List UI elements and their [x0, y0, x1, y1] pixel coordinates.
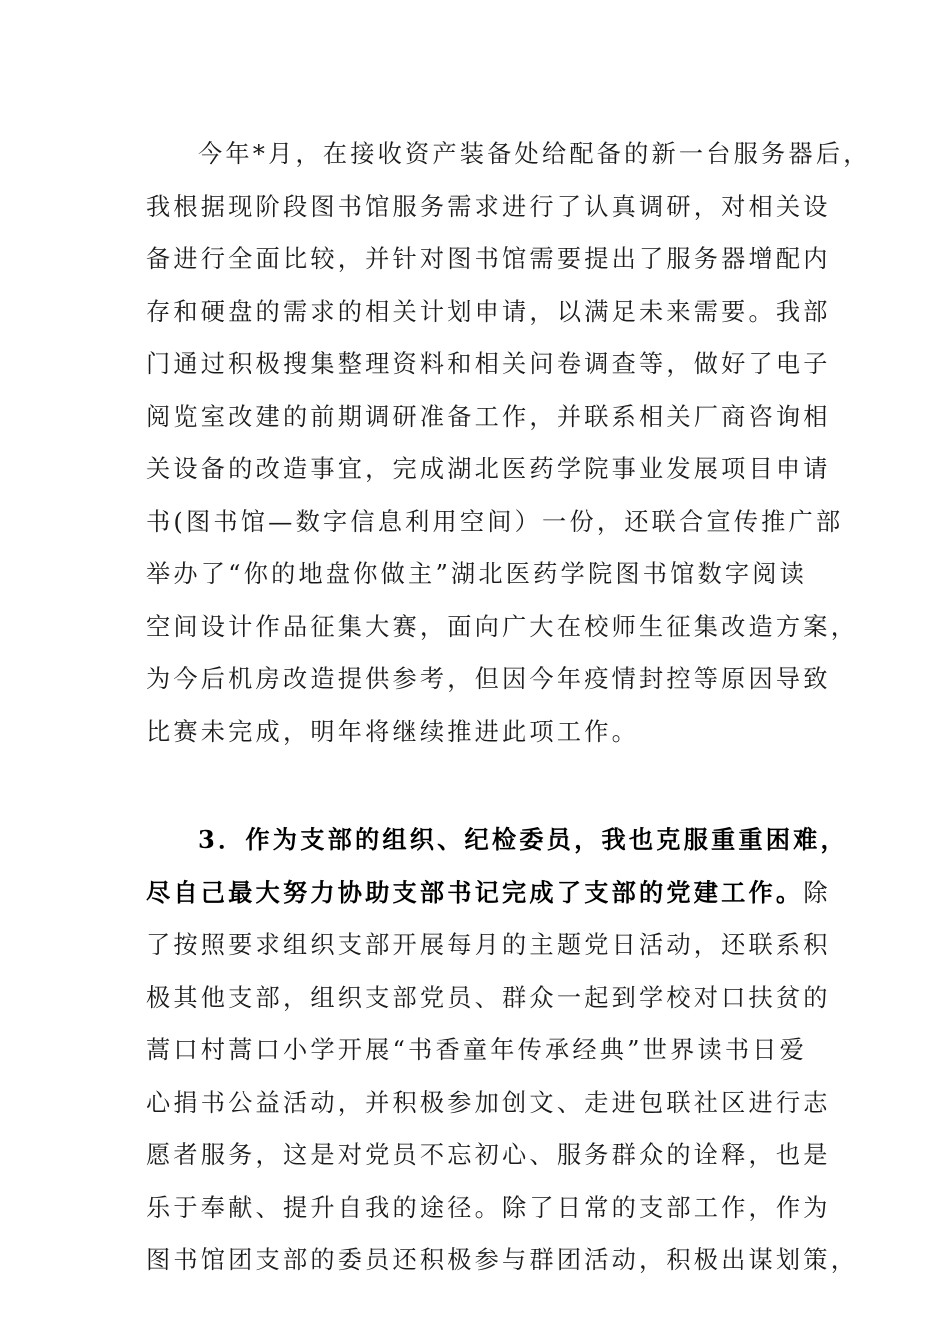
paragraph-line: 关设备的改造事宜，完成湖北医药学院事业发展项目申请 [146, 455, 831, 483]
paragraph-line: 存和硬盘的需求的相关计划申请，以满足未来需要。我部 [146, 297, 831, 326]
paragraph-party-work [146, 814, 859, 1287]
paragraph-line: 蒿口村蒿口小学开展“书香童年传承经典”世界读书日爱 [146, 1036, 808, 1064]
paragraph-line: 愿者服务，这是对党员不忘初心、服务群众的诠释，也是 [146, 1141, 831, 1169]
paragraph-line: 门通过积极搜集整理资料和相关问卷调查等，做好了电子 [146, 350, 831, 378]
paragraph-line: 空间设计作品征集大赛，面向广大在校师生征集改造方案， [146, 612, 859, 641]
paragraph-line: 备进行全面比较，并针对图书馆需要提出了服务器增配内 [146, 245, 831, 273]
paragraph-line: 阅览室改建的前期调研准备工作，并联系相关厂商咨询相 [146, 402, 831, 431]
paragraph-line: 书(图书馆—数字信息利用空间）一份，还联合宣传推广部 [146, 507, 844, 536]
paragraph-line: 举办了“你的地盘你做主”湖北医药学院图书馆数字阅读 [146, 560, 808, 588]
paragraph-line: 乐于奉献、提升自我的途径。除了日常的支部工作，作为 [146, 1193, 831, 1222]
paragraph-mixed-line [146, 867, 831, 920]
paragraph-line: 心捐书公益活动，并积极参加创文、走进包联社区进行志 [146, 1088, 831, 1117]
paragraph-spacing [146, 758, 806, 814]
paragraph-line: 极其他支部，组织支部党员、群众一起到学校对口扶贫的 [146, 983, 831, 1012]
paragraph-heading-text: 尽自己最大努力协助支部书记完成了支部的党建工作。 [146, 877, 804, 907]
paragraph-heading-line: 3．作为支部的组织、纪检委员，我也克服重重困难， [198, 825, 848, 854]
document-body [146, 128, 871, 1287]
paragraph-line: 今年*月，在接收资产装备处给配备的新一台服务器后， [198, 140, 871, 168]
paragraph-line: 了按照要求组织支部开展每月的主题党日活动，还联系积 [146, 931, 831, 959]
paragraph-text: 除 [803, 878, 831, 907]
paragraph-line: 比赛未完成，明年将继续推进此项工作。 [146, 717, 639, 746]
paragraph-line: 我根据现阶段图书馆服务需求进行了认真调研，对相关设 [146, 192, 831, 221]
paragraph-library-server [146, 128, 871, 758]
paragraph-line: 为今后机房改造提供参考，但因今年疫情封控等原因导致 [146, 665, 831, 693]
paragraph-line: 图书馆团支部的委员还积极参与群团活动，积极出谋划策， [146, 1246, 859, 1274]
